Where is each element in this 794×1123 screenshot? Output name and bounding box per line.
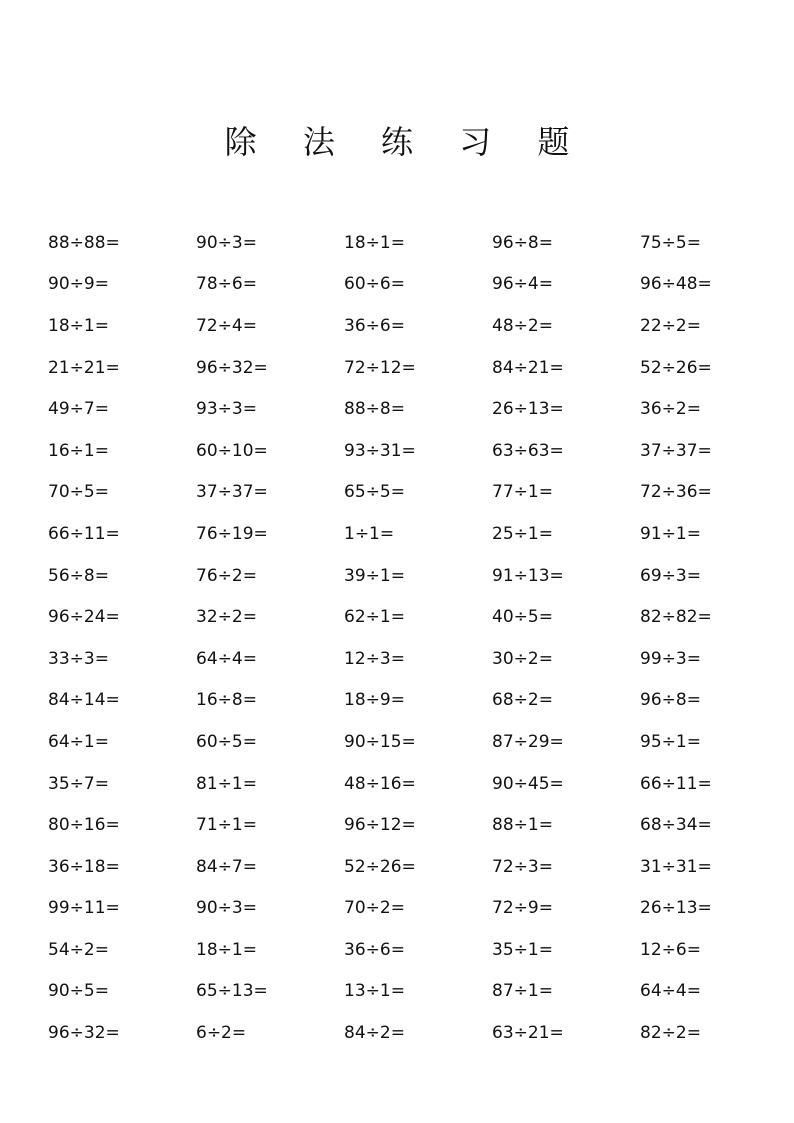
division-problem: 63÷21= xyxy=(492,1023,564,1044)
problem-row xyxy=(48,305,788,347)
division-problem: 65÷13= xyxy=(196,981,268,1002)
division-problem: 70÷5= xyxy=(48,482,109,503)
division-problem: 66÷11= xyxy=(640,773,712,794)
problem-row xyxy=(48,555,788,597)
division-problem: 37÷37= xyxy=(640,440,712,461)
division-problem: 91÷13= xyxy=(492,565,564,586)
problem-row xyxy=(48,513,788,555)
division-problem: 76÷19= xyxy=(196,523,268,544)
division-problem: 78÷6= xyxy=(196,274,257,295)
division-problem: 62÷1= xyxy=(344,607,405,628)
division-problem: 95÷1= xyxy=(640,731,701,752)
division-problem: 96÷48= xyxy=(640,274,712,295)
division-problem: 87÷1= xyxy=(492,981,553,1002)
division-problem: 82÷2= xyxy=(640,1023,701,1044)
division-problem: 39÷1= xyxy=(344,565,405,586)
division-problem: 60÷6= xyxy=(344,274,405,295)
division-problem: 36÷18= xyxy=(48,856,120,877)
division-problem: 66÷11= xyxy=(48,523,120,544)
division-problem: 84÷2= xyxy=(344,1023,405,1044)
division-problem: 93÷31= xyxy=(344,440,416,461)
division-problem: 90÷45= xyxy=(492,773,564,794)
division-problem: 72÷9= xyxy=(492,898,553,919)
division-problem: 68÷34= xyxy=(640,815,712,836)
division-problem: 76÷2= xyxy=(196,565,257,586)
problem-row xyxy=(48,804,788,846)
division-problem: 90÷15= xyxy=(344,731,416,752)
division-problem: 37÷37= xyxy=(196,482,268,503)
division-problem: 16÷8= xyxy=(196,690,257,711)
division-problem: 72÷3= xyxy=(492,856,553,877)
problem-row xyxy=(48,638,788,680)
division-problem: 84÷21= xyxy=(492,357,564,378)
division-problem: 70÷2= xyxy=(344,898,405,919)
division-problem: 88÷1= xyxy=(492,815,553,836)
division-problem: 52÷26= xyxy=(640,357,712,378)
problem-row xyxy=(48,596,788,638)
problem-row xyxy=(48,929,788,971)
division-problem: 84÷7= xyxy=(196,856,257,877)
division-problem: 54÷2= xyxy=(48,939,109,960)
division-problem: 36÷6= xyxy=(344,939,405,960)
division-problem: 72÷12= xyxy=(344,357,416,378)
division-problem: 35÷7= xyxy=(48,773,109,794)
division-problem: 80÷16= xyxy=(48,815,120,836)
problem-row xyxy=(48,846,788,888)
division-problem: 64÷4= xyxy=(196,648,257,669)
division-problem: 96÷32= xyxy=(196,357,268,378)
division-problem: 48÷16= xyxy=(344,773,416,794)
division-problem: 84÷14= xyxy=(48,690,120,711)
division-problem: 93÷3= xyxy=(196,399,257,420)
division-problem: 63÷63= xyxy=(492,440,564,461)
division-problem: 77÷1= xyxy=(492,482,553,503)
division-problem: 96÷24= xyxy=(48,607,120,628)
division-problem: 32÷2= xyxy=(196,607,257,628)
division-problem: 48÷2= xyxy=(492,315,553,336)
division-problem: 90÷3= xyxy=(196,232,257,253)
division-problem: 69÷3= xyxy=(640,565,701,586)
division-problem: 1÷1= xyxy=(344,523,395,544)
problem-grid xyxy=(48,222,788,1054)
division-problem: 35÷1= xyxy=(492,939,553,960)
division-problem: 18÷1= xyxy=(48,315,109,336)
problem-row xyxy=(48,971,788,1013)
division-problem: 72÷36= xyxy=(640,482,712,503)
division-problem: 56÷8= xyxy=(48,565,109,586)
division-problem: 90÷5= xyxy=(48,981,109,1002)
problem-row xyxy=(48,430,788,472)
division-problem: 64÷1= xyxy=(48,731,109,752)
division-problem: 65÷5= xyxy=(344,482,405,503)
division-problem: 96÷32= xyxy=(48,1023,120,1044)
division-problem: 21÷21= xyxy=(48,357,120,378)
division-problem: 26÷13= xyxy=(640,898,712,919)
division-problem: 81÷1= xyxy=(196,773,257,794)
division-problem: 36÷2= xyxy=(640,399,701,420)
division-problem: 90÷3= xyxy=(196,898,257,919)
problem-row xyxy=(48,763,788,805)
division-problem: 82÷82= xyxy=(640,607,712,628)
problem-row xyxy=(48,888,788,930)
division-problem: 71÷1= xyxy=(196,815,257,836)
division-problem: 25÷1= xyxy=(492,523,553,544)
division-problem: 96÷8= xyxy=(640,690,701,711)
division-problem: 68÷2= xyxy=(492,690,553,711)
division-problem: 6÷2= xyxy=(196,1023,247,1044)
division-problem: 31÷31= xyxy=(640,856,712,877)
division-problem: 91÷1= xyxy=(640,523,701,544)
division-problem: 87÷29= xyxy=(492,731,564,752)
division-problem: 18÷9= xyxy=(344,690,405,711)
problem-row xyxy=(48,680,788,722)
problem-row xyxy=(48,472,788,514)
page-title: 除 法 练 习 题 xyxy=(224,123,588,161)
problem-row xyxy=(48,347,788,389)
division-problem: 88÷8= xyxy=(344,399,405,420)
division-problem: 18÷1= xyxy=(196,939,257,960)
division-problem: 26÷13= xyxy=(492,399,564,420)
problem-row xyxy=(48,1012,788,1054)
problem-row xyxy=(48,222,788,264)
division-problem: 60÷10= xyxy=(196,440,268,461)
division-problem: 99÷11= xyxy=(48,898,120,919)
division-problem: 13÷1= xyxy=(344,981,405,1002)
problem-row xyxy=(48,264,788,306)
division-problem: 75÷5= xyxy=(640,232,701,253)
division-problem: 22÷2= xyxy=(640,315,701,336)
division-problem: 90÷9= xyxy=(48,274,109,295)
problem-row xyxy=(48,721,788,763)
division-problem: 96÷12= xyxy=(344,815,416,836)
division-problem: 96÷4= xyxy=(492,274,553,295)
division-problem: 16÷1= xyxy=(48,440,109,461)
division-problem: 12÷3= xyxy=(344,648,405,669)
division-problem: 40÷5= xyxy=(492,607,553,628)
division-problem: 36÷6= xyxy=(344,315,405,336)
division-problem: 99÷3= xyxy=(640,648,701,669)
division-problem: 96÷8= xyxy=(492,232,553,253)
division-problem: 72÷4= xyxy=(196,315,257,336)
division-problem: 30÷2= xyxy=(492,648,553,669)
division-problem: 18÷1= xyxy=(344,232,405,253)
problem-row xyxy=(48,388,788,430)
division-problem: 60÷5= xyxy=(196,731,257,752)
division-problem: 33÷3= xyxy=(48,648,109,669)
division-problem: 12÷6= xyxy=(640,939,701,960)
division-problem: 49÷7= xyxy=(48,399,109,420)
division-problem: 52÷26= xyxy=(344,856,416,877)
division-problem: 64÷4= xyxy=(640,981,701,1002)
division-problem: 88÷88= xyxy=(48,232,120,253)
